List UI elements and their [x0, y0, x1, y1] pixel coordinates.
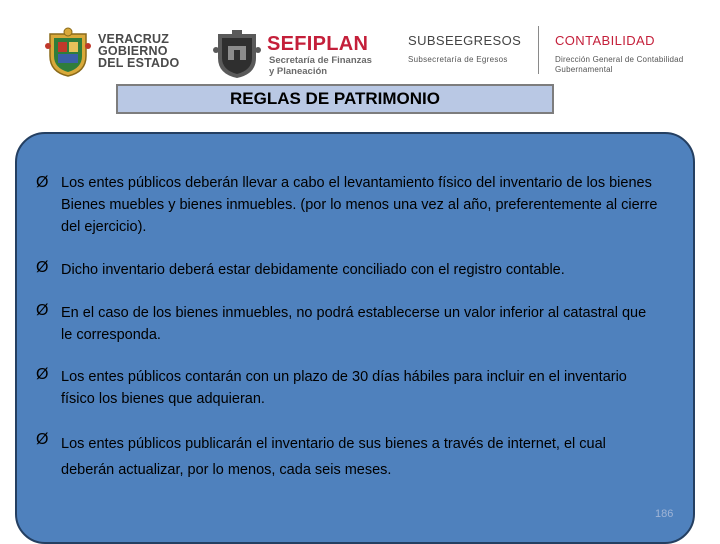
slide-header [0, 0, 720, 85]
veracruz-coat-of-arms-icon [42, 26, 94, 78]
slide-title: REGLAS DE PATRIMONIO [230, 89, 440, 108]
bullet-text: Los entes públicos contarán con un plazo de 30 días hábiles para incluir en el inventario físico los bienes que adquieran. [61, 369, 627, 407]
sefiplan-title: SEFIPLAN [267, 33, 369, 55]
sefiplan-sub2: y Planeación [269, 66, 328, 77]
contabilidad-desc2: Gubernamental [555, 65, 613, 74]
bullet-text: Los entes públicos publicarán el inventario de sus bienes a través de internet, el cual deberán actualizar, por lo menos, cada seis meses. [61, 436, 606, 478]
contabilidad-desc [555, 55, 683, 75]
bullet-text: Dicho inventario deberá estar debidamente conciliado con el registro contable. [61, 262, 565, 278]
bullet-text: En el caso de los bienes inmuebles, no podrá establecerse un valor inferior al catastral que le corresponda. [61, 305, 647, 343]
arrow-bullet-icon: Ø [36, 366, 49, 383]
veracruz-line3: DEL ESTADO [98, 56, 180, 70]
arrow-bullet-icon: Ø [36, 431, 49, 448]
sefiplan-subtitle [269, 55, 372, 77]
arrow-bullet-icon: Ø [36, 259, 49, 276]
sefiplan-emblem-icon [212, 26, 262, 80]
contabilidad-title: CONTABILIDAD [555, 33, 655, 48]
arrow-bullet-icon: Ø [36, 174, 49, 191]
subseegresos-desc: Subsecretaría de Egresos [408, 55, 508, 64]
page-number: 186 [655, 508, 674, 520]
slide-title-box [116, 84, 554, 114]
veracruz-line1: VERACRUZ [98, 32, 170, 46]
arrow-bullet-icon: Ø [36, 302, 49, 319]
sefiplan-sub1: Secretaría de Finanzas [269, 55, 372, 66]
subseegresos-title: SUBSEEGRESOS [408, 33, 522, 48]
contabilidad-desc1: Dirección General de Contabilidad [555, 55, 684, 64]
header-divider [538, 26, 539, 74]
veracruz-line2: GOBIERNO [98, 44, 168, 58]
bullet-text: Los entes públicos deberán llevar a cabo el levantamiento físico del inventario de los bienes Bienes muebles y bienes inmuebles. (por lo menos una vez al año, preferentemente al cierre del ejercicio). [61, 175, 658, 235]
veracruz-wordmark [98, 33, 179, 69]
